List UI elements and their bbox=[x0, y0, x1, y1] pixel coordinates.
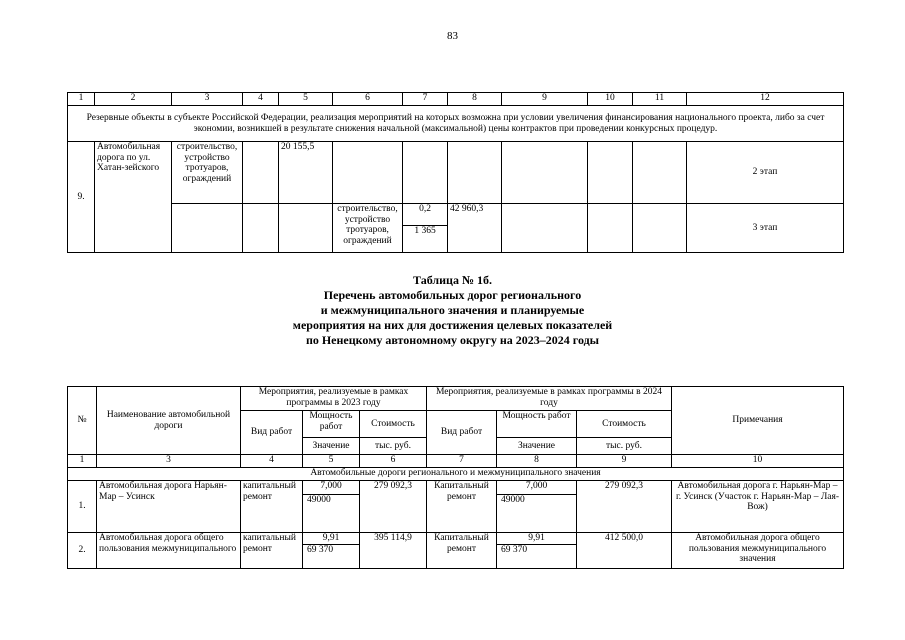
col-num: 10 bbox=[672, 455, 844, 468]
road-name: Автомобильная дорога по ул. Хатан-зейского bbox=[95, 142, 172, 253]
title-line: Перечень автомобильных дорог регионального bbox=[323, 288, 582, 302]
header-work-2024: Вид работ bbox=[427, 411, 497, 455]
notes: Автомобильная дорога г. Нарьян-Мар – г. Усинск (Участок г. Нарьян-Мар – Лая-Вож) bbox=[672, 481, 844, 533]
header-power-2023: Мощность работ bbox=[303, 411, 360, 438]
power-value: 0,2 bbox=[419, 204, 431, 214]
header-power-2024: Мощность работ bbox=[497, 411, 577, 438]
power-value: 7,000 bbox=[320, 481, 342, 491]
title-line: по Ненецкому автономному округу на 2023–2024 годы bbox=[305, 333, 600, 347]
power-value: 9,91 bbox=[322, 533, 340, 543]
col-num: 7 bbox=[403, 93, 448, 106]
header-value-2024: Значение bbox=[497, 438, 577, 455]
col-num: 3 bbox=[97, 455, 241, 468]
table-row bbox=[68, 533, 844, 569]
row-number: 1. bbox=[68, 481, 97, 533]
col-num: 6 bbox=[333, 93, 403, 106]
header-name: Наименование автомобильной дороги bbox=[97, 387, 241, 455]
col-num: 9 bbox=[502, 93, 588, 106]
col-num: 4 bbox=[241, 455, 303, 468]
column-number-row bbox=[68, 455, 844, 468]
cost-value: 395 114,9 bbox=[360, 533, 427, 569]
row-number: 2. bbox=[68, 533, 97, 569]
col-num: 7 bbox=[427, 455, 497, 468]
road-name: Автомобильная дорога Нарьян-Мар – Усинск bbox=[97, 481, 241, 533]
col-num: 5 bbox=[303, 455, 360, 468]
power-value: 7,000 bbox=[525, 481, 548, 491]
table-title bbox=[0, 273, 905, 348]
work-type: строительство, устройство тротуаров, ограждений bbox=[172, 142, 243, 204]
header-unit-2024: тыс. руб. bbox=[577, 438, 672, 455]
reserve-note: Резервные объекты в субъекте Российской Федерации, реализация мероприятий на которых возможна при условии увеличения финансирования национального проекта, либо за счет экономии, возникшей в результате снижения начальной (максимальной) цены контрактов при проведении конкурсных процедур. bbox=[68, 106, 844, 142]
col-num: 12 bbox=[687, 93, 844, 106]
header-work-2023: Вид работ bbox=[241, 411, 303, 455]
work-type: Капитальный ремонт bbox=[427, 481, 497, 533]
col-num: 5 bbox=[279, 93, 333, 106]
work-type: капитальный ремонт bbox=[241, 533, 303, 569]
roads-table bbox=[67, 386, 844, 569]
title-line: и межмуниципального значения и планируемые bbox=[320, 303, 585, 317]
col-num: 8 bbox=[497, 455, 577, 468]
title-line: Таблица № 1б. bbox=[412, 273, 493, 287]
header-cost-2023: Стоимость bbox=[360, 411, 427, 438]
power-value: 1 365 bbox=[403, 225, 447, 252]
col-num: 3 bbox=[172, 93, 243, 106]
row-number: 9. bbox=[68, 142, 95, 253]
title-line: мероприятия на них для достижения целевых показателей bbox=[292, 318, 613, 332]
col-num: 10 bbox=[588, 93, 633, 106]
header-unit-2023: тыс. руб. bbox=[360, 438, 427, 455]
col-num: 1 bbox=[68, 93, 95, 106]
header-notes: Примечания bbox=[672, 387, 844, 455]
cost-value: 20 155,5 bbox=[279, 142, 333, 204]
col-num: 6 bbox=[360, 455, 427, 468]
page-number: 83 bbox=[447, 30, 458, 42]
col-num: 2 bbox=[95, 93, 172, 106]
header-cost-2024: Стоимость bbox=[577, 411, 672, 438]
header-num: № bbox=[68, 387, 97, 455]
road-name: Автомобильная дорога общего пользования межмуниципального bbox=[97, 533, 241, 569]
stage-note: 2 этап bbox=[687, 142, 844, 204]
header-2024: Мероприятия, реализуемые в рамках программы в 2024 году bbox=[427, 387, 672, 411]
header-2023: Мероприятия, реализуемые в рамках программы в 2023 году bbox=[241, 387, 427, 411]
col-num: 9 bbox=[577, 455, 672, 468]
stage-note: 3 этап bbox=[687, 204, 844, 253]
work-type: строительство, устройство тротуаров, ограждений bbox=[333, 204, 403, 253]
col-num: 1 bbox=[68, 455, 97, 468]
table-row bbox=[68, 481, 844, 533]
section-header: Автомобильные дороги регионального и межмуниципального значения bbox=[68, 468, 844, 481]
table-continuation bbox=[67, 92, 844, 253]
power-value: 49000 bbox=[303, 494, 359, 509]
cost-value: 279 092,3 bbox=[360, 481, 427, 533]
cost-value: 42 960,3 bbox=[448, 204, 502, 253]
power-value: 9,91 bbox=[528, 533, 545, 543]
cost-value: 279 092,3 bbox=[577, 481, 672, 533]
header-value-2023: Значение bbox=[303, 438, 360, 455]
power-value: 69 370 bbox=[497, 544, 576, 557]
col-num: 8 bbox=[448, 93, 502, 106]
column-number-row bbox=[68, 93, 844, 106]
col-num: 4 bbox=[243, 93, 279, 106]
power-value: 49000 bbox=[497, 494, 576, 509]
power-value: 69 370 bbox=[303, 544, 359, 557]
work-type: капитальный ремонт bbox=[241, 481, 303, 533]
cost-value: 412 500,0 bbox=[577, 533, 672, 569]
notes: Автомобильная дорога общего пользования межмуниципального значения bbox=[672, 533, 844, 569]
col-num: 11 bbox=[633, 93, 687, 106]
work-type: Капитальный ремонт bbox=[427, 533, 497, 569]
